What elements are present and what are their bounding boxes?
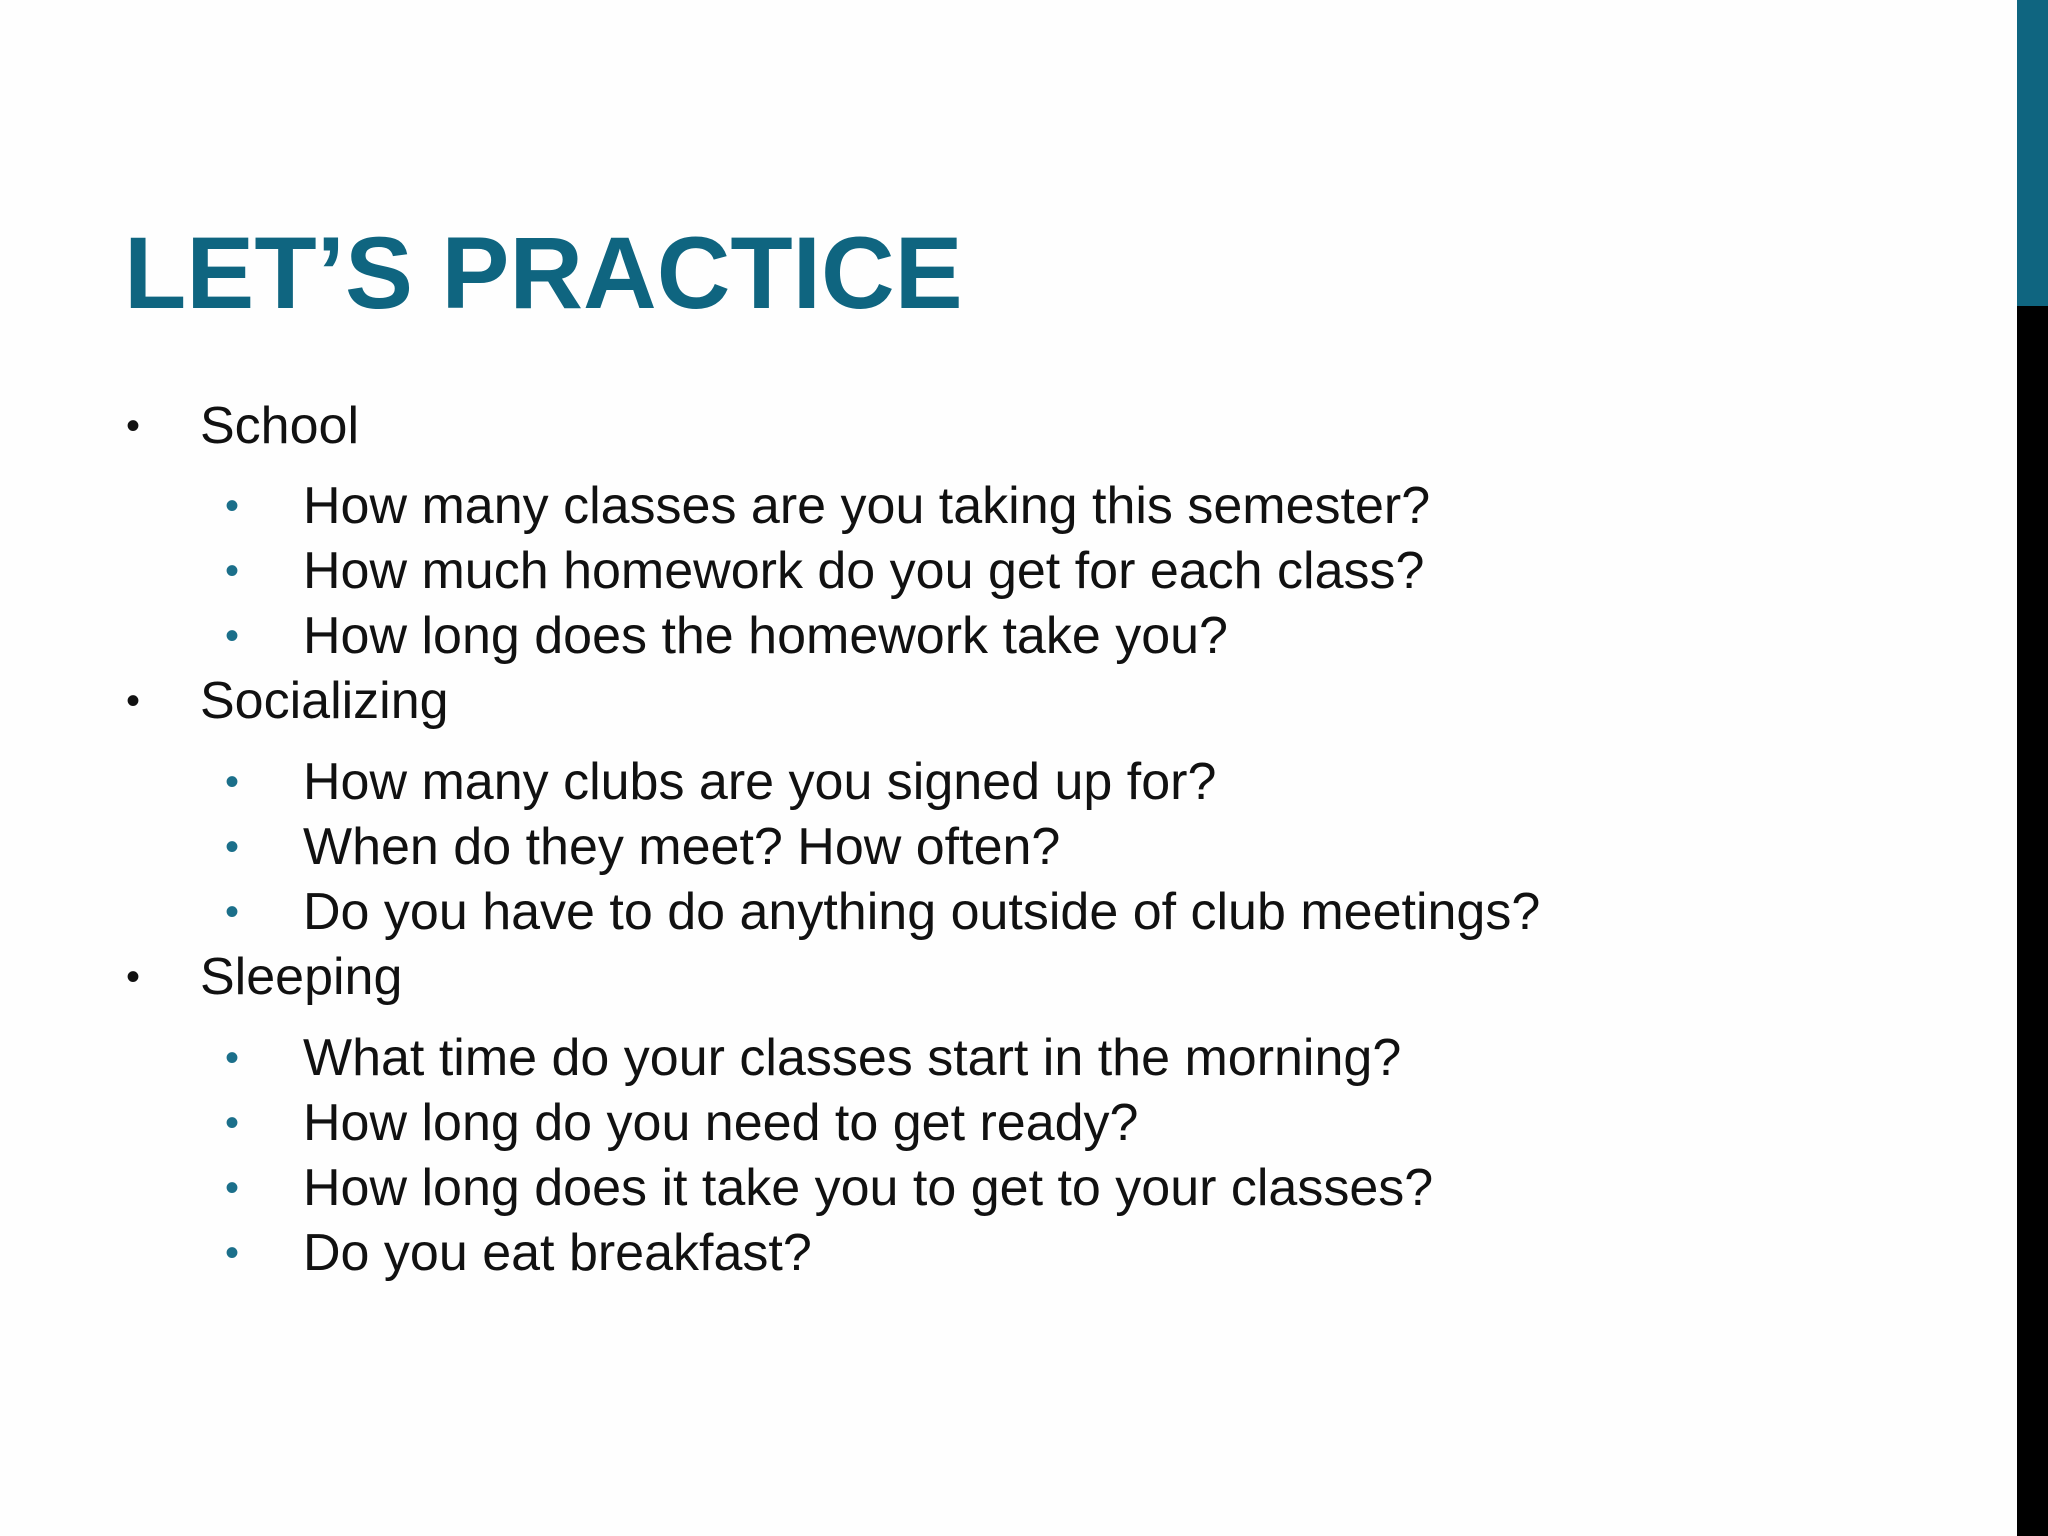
bullet-icon: • [225,760,240,804]
bullet-icon: • [225,1166,240,1210]
bullet-icon: • [225,1036,240,1080]
sidebar-accent-bar [2017,0,2048,306]
section-heading-label: Sleeping [200,948,403,1006]
list-item [225,606,1228,666]
section-heading-label: Socializing [200,672,449,730]
list-item-text: What time do your classes start in the morning? [303,1029,1402,1087]
list-item-text: How long does the homework take you? [303,607,1228,665]
list-item-text: How long does it take you to get to your classes? [303,1159,1434,1217]
bullet-icon: • [126,679,141,723]
slide-title: LET’S PRACTICE [124,216,963,330]
sidebar-dark-bar [2017,306,2048,1536]
list-item-text: How many clubs are you signed up for? [303,753,1217,811]
bullet-icon: • [126,404,141,448]
list-item [225,752,1217,812]
bullet-icon: • [126,955,141,999]
bullet-icon: • [225,614,240,658]
list-item-text: How long do you need to get ready? [303,1094,1139,1152]
list-item [225,476,1431,536]
bullet-icon: • [225,825,240,869]
bullet-icon: • [225,1231,240,1275]
list-item [225,1093,1139,1153]
list-item [225,817,1061,877]
list-item-text: Do you have to do anything outside of club meetings? [303,883,1541,941]
list-item-text: How much homework do you get for each class? [303,542,1425,600]
list-item [225,882,1541,942]
list-item-text: How many classes are you taking this semester? [303,477,1431,535]
list-item-text: Do you eat breakfast? [303,1224,812,1282]
list-item-text: When do they meet? How often? [303,818,1061,876]
list-item [225,541,1425,601]
bullet-icon: • [225,1101,240,1145]
section-heading-label: School [200,397,359,455]
bullet-icon: • [225,549,240,593]
bullet-icon: • [225,484,240,528]
list-item [225,1223,812,1283]
section-heading-socializing [126,671,449,731]
bullet-icon: • [225,890,240,934]
list-item [225,1158,1434,1218]
section-heading-school [126,396,359,456]
section-heading-sleeping [126,947,403,1007]
list-item [225,1028,1402,1088]
